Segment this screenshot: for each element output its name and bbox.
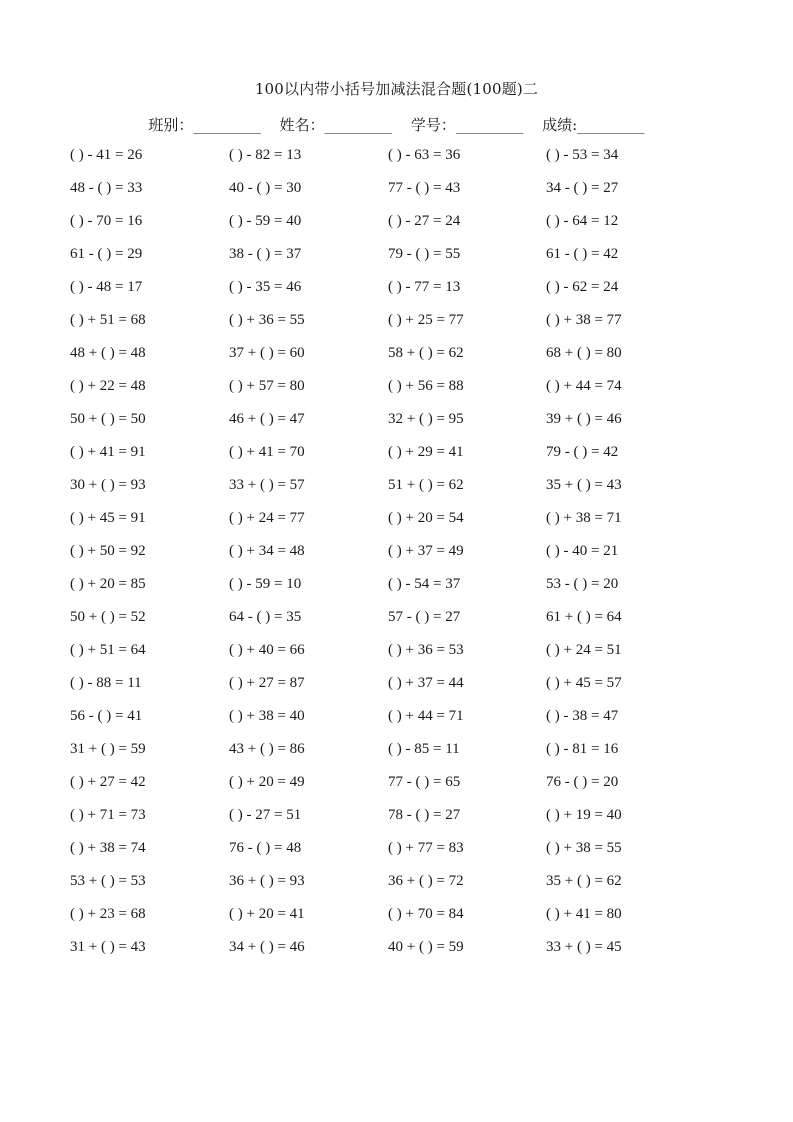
problem-cell: 30 + ( ) = 93 [70, 477, 146, 493]
problem-row [0, 573, 793, 606]
problem-cell: 31 + ( ) = 43 [70, 939, 146, 955]
problem-cell: ( ) - 88 = 11 [70, 675, 142, 691]
problem-row [0, 276, 793, 309]
problem-row [0, 243, 793, 276]
problem-cell: 68 + ( ) = 80 [546, 345, 622, 361]
problem-cell: 37 + ( ) = 60 [229, 345, 305, 361]
student-id-field [411, 116, 528, 134]
problem-cell: 61 + ( ) = 64 [546, 609, 622, 625]
problem-row [0, 705, 793, 738]
problem-cell: ( ) + 20 = 41 [229, 906, 305, 922]
problem-cell: ( ) - 77 = 13 [388, 279, 461, 295]
problem-cell: ( ) - 70 = 16 [70, 213, 143, 229]
problem-row [0, 507, 793, 540]
problem-cell: ( ) + 24 = 77 [229, 510, 305, 526]
problem-row [0, 606, 793, 639]
problem-cell: ( ) - 62 = 24 [546, 279, 619, 295]
problem-cell: 35 + ( ) = 62 [546, 873, 622, 889]
problem-row [0, 210, 793, 243]
problem-cell: 50 + ( ) = 52 [70, 609, 146, 625]
problem-cell: ( ) - 59 = 10 [229, 576, 302, 592]
problem-row [0, 903, 793, 936]
problem-cell: 34 + ( ) = 46 [229, 939, 305, 955]
problem-cell: 33 + ( ) = 57 [229, 477, 305, 493]
problem-cell: ( ) + 27 = 87 [229, 675, 305, 691]
problem-cell: ( ) - 54 = 37 [388, 576, 461, 592]
class-blank: ________ [193, 118, 261, 134]
problem-cell: ( ) + 41 = 70 [229, 444, 305, 460]
problem-cell: 48 + ( ) = 48 [70, 345, 146, 361]
class-label: 班别： [148, 116, 194, 134]
problem-cell: 32 + ( ) = 95 [388, 411, 464, 427]
problem-row [0, 309, 793, 342]
problem-cell: 78 - ( ) = 27 [388, 807, 461, 823]
problem-cell: ( ) + 41 = 91 [70, 444, 146, 460]
problem-cell: ( ) + 41 = 80 [546, 906, 622, 922]
problem-cell: ( ) + 44 = 74 [546, 378, 622, 394]
name-field [280, 116, 397, 134]
problem-grid [0, 144, 793, 969]
problem-cell: 35 + ( ) = 43 [546, 477, 622, 493]
problem-cell: ( ) + 51 = 68 [70, 312, 146, 328]
problem-cell: ( ) - 63 = 36 [388, 147, 461, 163]
problem-cell: ( ) + 40 = 66 [229, 642, 305, 658]
problem-cell: ( ) + 22 = 48 [70, 378, 146, 394]
student-info-line [0, 114, 793, 135]
score-blank: ________ [577, 118, 645, 134]
problem-cell: 79 - ( ) = 55 [388, 246, 461, 262]
problem-cell: ( ) + 56 = 88 [388, 378, 464, 394]
problem-cell: ( ) + 20 = 85 [70, 576, 146, 592]
problem-cell: ( ) + 37 = 44 [388, 675, 464, 691]
problem-cell: 36 + ( ) = 93 [229, 873, 305, 889]
problem-cell: ( ) + 45 = 57 [546, 675, 622, 691]
problem-cell: ( ) - 59 = 40 [229, 213, 302, 229]
problem-cell: 61 - ( ) = 42 [546, 246, 619, 262]
problem-cell: ( ) + 45 = 91 [70, 510, 146, 526]
problem-cell: ( ) - 27 = 51 [229, 807, 302, 823]
problem-cell: ( ) - 41 = 26 [70, 147, 143, 163]
problem-cell: 77 - ( ) = 43 [388, 180, 461, 196]
problem-cell: ( ) + 71 = 73 [70, 807, 146, 823]
problem-cell: ( ) + 24 = 51 [546, 642, 622, 658]
name-blank: ________ [324, 118, 393, 134]
problem-row [0, 771, 793, 804]
problem-row [0, 738, 793, 771]
problem-cell: ( ) - 40 = 21 [546, 543, 619, 559]
problem-cell: 53 - ( ) = 20 [546, 576, 619, 592]
problem-cell: 50 + ( ) = 50 [70, 411, 146, 427]
problem-cell: ( ) + 38 = 40 [229, 708, 305, 724]
problem-cell: 46 + ( ) = 47 [229, 411, 305, 427]
problem-cell: ( ) - 85 = 11 [388, 741, 460, 757]
score-label: 成绩: [542, 116, 578, 134]
problem-cell: ( ) + 38 = 77 [546, 312, 622, 328]
problem-cell: ( ) - 81 = 16 [546, 741, 619, 757]
problem-cell: 39 + ( ) = 46 [546, 411, 622, 427]
problem-cell: ( ) + 51 = 64 [70, 642, 146, 658]
problem-cell: ( ) - 38 = 47 [546, 708, 619, 724]
problem-cell: ( ) - 53 = 34 [546, 147, 619, 163]
problem-cell: ( ) + 37 = 49 [388, 543, 464, 559]
problem-cell: 40 - ( ) = 30 [229, 180, 302, 196]
problem-cell: ( ) + 20 = 49 [229, 774, 305, 790]
problem-cell: ( ) - 48 = 17 [70, 279, 143, 295]
problem-row [0, 540, 793, 573]
class-field [148, 116, 265, 134]
problem-cell: ( ) + 36 = 55 [229, 312, 305, 328]
problem-cell: ( ) + 38 = 71 [546, 510, 622, 526]
name-label: 姓名： [279, 116, 325, 134]
problem-cell: 57 - ( ) = 27 [388, 609, 461, 625]
problem-cell: 64 - ( ) = 35 [229, 609, 302, 625]
problem-cell: ( ) + 29 = 41 [388, 444, 464, 460]
problem-cell: 33 + ( ) = 45 [546, 939, 622, 955]
problem-cell: ( ) + 23 = 68 [70, 906, 146, 922]
problem-cell: ( ) + 38 = 55 [546, 840, 622, 856]
student-id-blank: ________ [455, 118, 524, 134]
problem-cell: ( ) + 57 = 80 [229, 378, 305, 394]
student-id-label: 学号： [410, 116, 456, 134]
problem-cell: ( ) + 70 = 84 [388, 906, 464, 922]
problem-cell: 36 + ( ) = 72 [388, 873, 464, 889]
problem-cell: 76 - ( ) = 48 [229, 840, 302, 856]
problem-row [0, 144, 793, 177]
problem-row [0, 837, 793, 870]
problem-cell: ( ) - 82 = 13 [229, 147, 302, 163]
problem-cell: ( ) + 38 = 74 [70, 840, 146, 856]
problem-cell: 77 - ( ) = 65 [388, 774, 461, 790]
score-field [542, 116, 645, 134]
problem-cell: 79 - ( ) = 42 [546, 444, 619, 460]
problem-cell: 56 - ( ) = 41 [70, 708, 143, 724]
problem-cell: ( ) + 34 = 48 [229, 543, 305, 559]
problem-cell: 48 - ( ) = 33 [70, 180, 143, 196]
problem-cell: 61 - ( ) = 29 [70, 246, 143, 262]
problem-cell: ( ) + 19 = 40 [546, 807, 622, 823]
problem-row [0, 375, 793, 408]
worksheet-title: 100以内带小括号加减法混合题(100题)二 [254, 80, 539, 98]
problem-cell: ( ) + 36 = 53 [388, 642, 464, 658]
problem-row [0, 936, 793, 969]
problem-row [0, 639, 793, 672]
problem-cell: 43 + ( ) = 86 [229, 741, 305, 757]
problem-cell: 51 + ( ) = 62 [388, 477, 464, 493]
problem-cell: 40 + ( ) = 59 [388, 939, 464, 955]
problem-row [0, 804, 793, 837]
problem-cell: ( ) - 35 = 46 [229, 279, 302, 295]
problem-cell: ( ) + 27 = 42 [70, 774, 146, 790]
problem-row [0, 870, 793, 903]
problem-row [0, 177, 793, 210]
problem-cell: ( ) - 64 = 12 [546, 213, 619, 229]
problem-row [0, 441, 793, 474]
problem-cell: 38 - ( ) = 37 [229, 246, 302, 262]
problem-row [0, 672, 793, 705]
problem-row [0, 474, 793, 507]
problem-row [0, 408, 793, 441]
problem-cell: ( ) + 20 = 54 [388, 510, 464, 526]
problem-cell: 58 + ( ) = 62 [388, 345, 464, 361]
problem-cell: ( ) + 25 = 77 [388, 312, 464, 328]
problem-cell: ( ) + 77 = 83 [388, 840, 464, 856]
problem-cell: 76 - ( ) = 20 [546, 774, 619, 790]
problem-row [0, 342, 793, 375]
problem-cell: 34 - ( ) = 27 [546, 180, 619, 196]
problem-cell: ( ) + 50 = 92 [70, 543, 146, 559]
problem-cell: ( ) + 44 = 71 [388, 708, 464, 724]
problem-cell: ( ) - 27 = 24 [388, 213, 461, 229]
problem-cell: 53 + ( ) = 53 [70, 873, 146, 889]
problem-cell: 31 + ( ) = 59 [70, 741, 146, 757]
